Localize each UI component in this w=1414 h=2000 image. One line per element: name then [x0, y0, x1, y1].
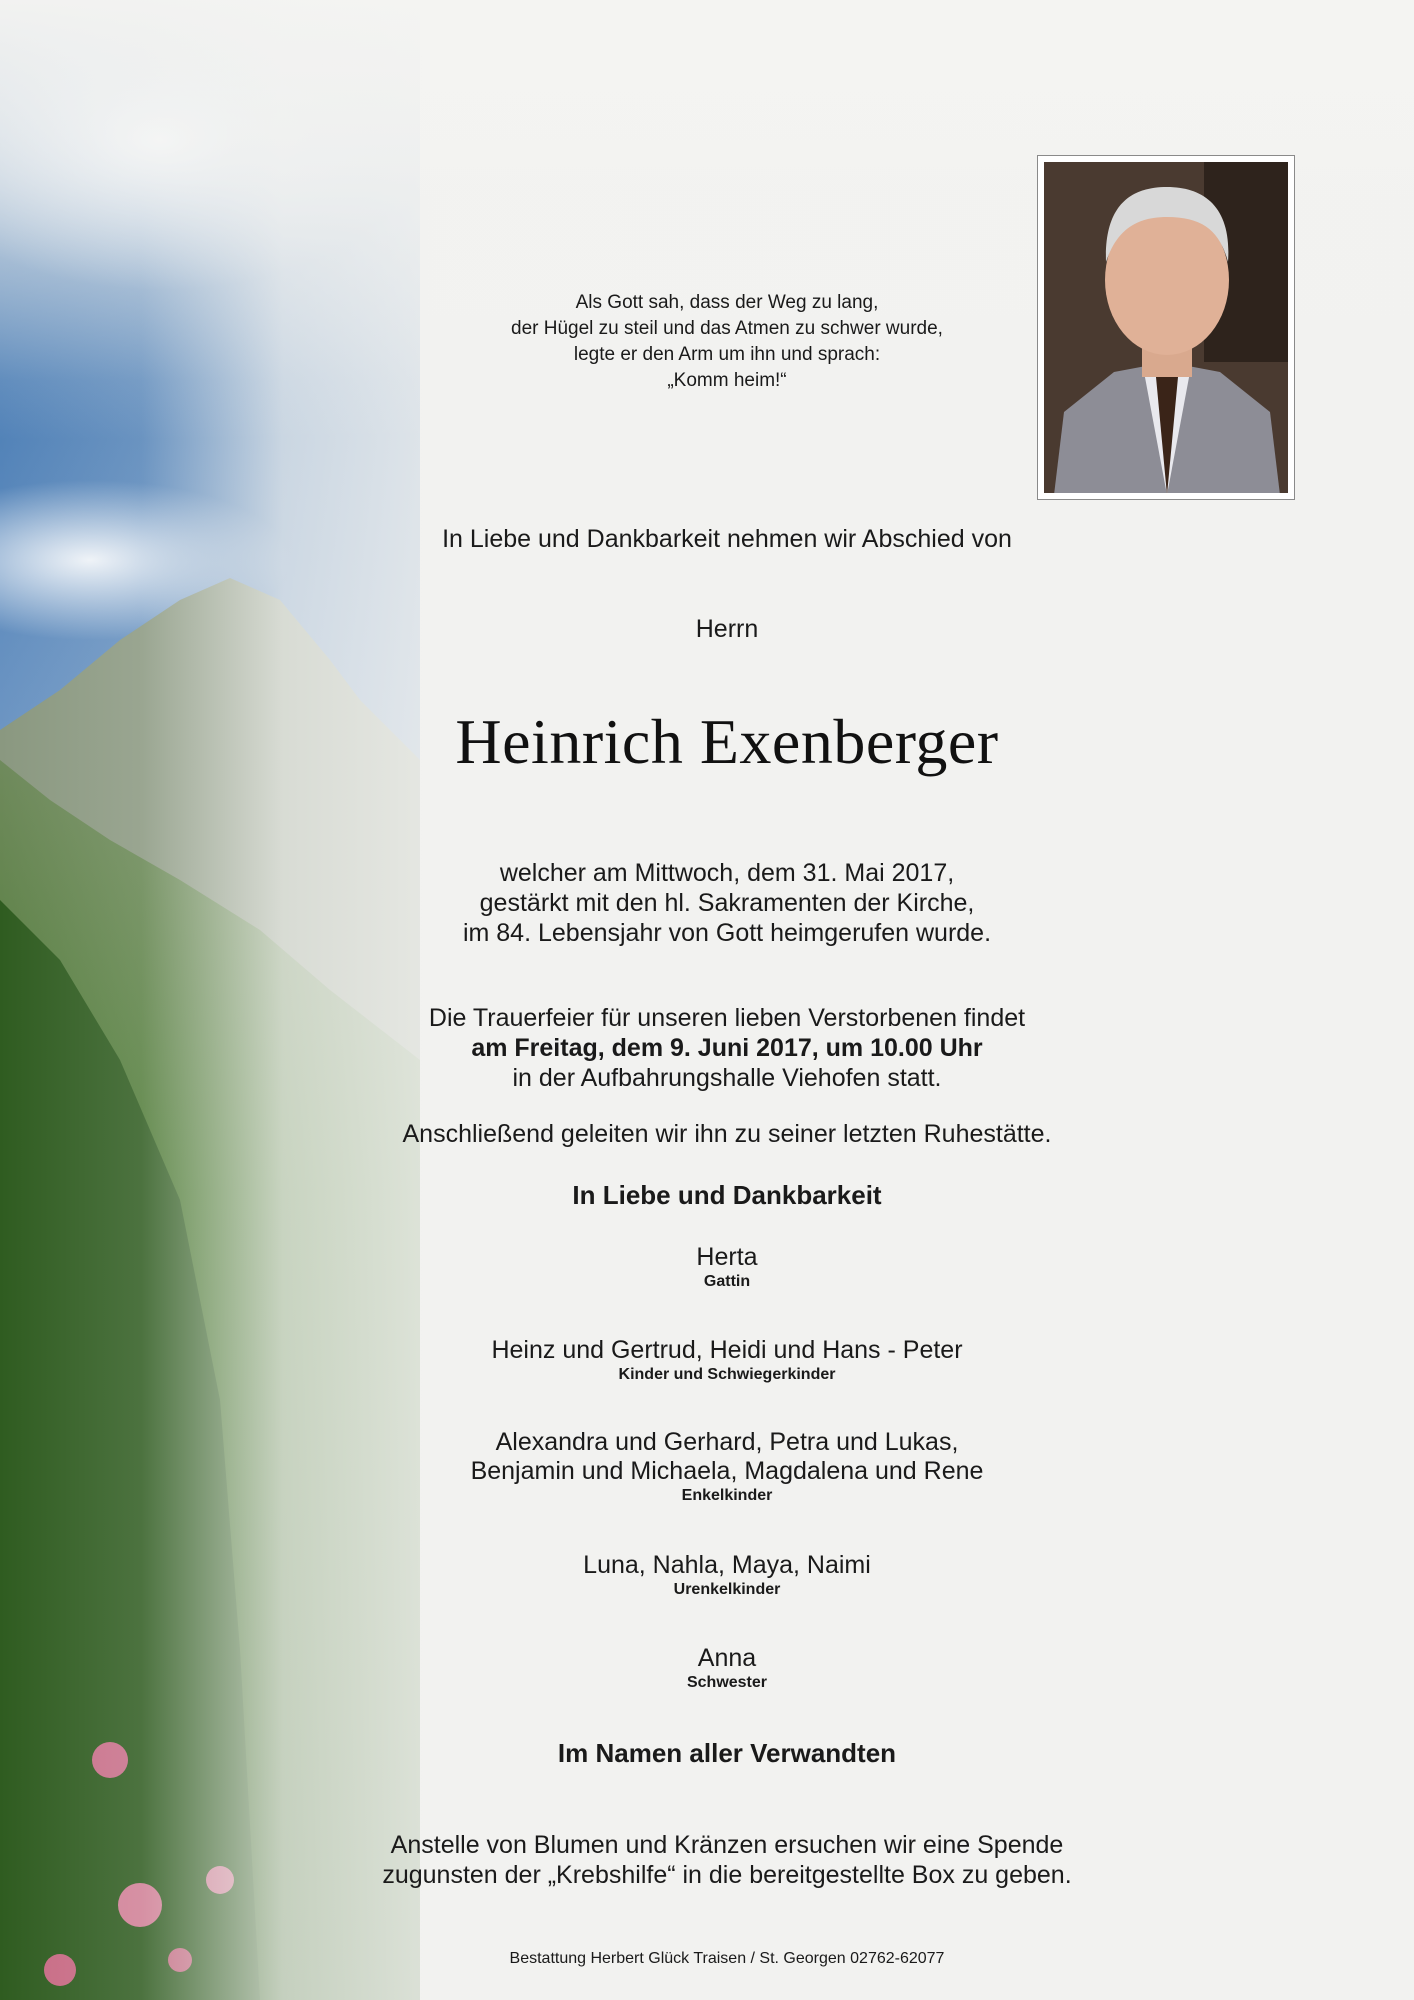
mourner-group: [300, 1428, 1154, 1506]
ceremony-location: in der Aufbahrungshalle Viehofen statt.: [512, 1064, 942, 1092]
mourner-group: [300, 1551, 1154, 1600]
poem-line: „Komm heim!“: [667, 370, 787, 391]
mourners-heading: In Liebe und Dankbarkeit: [572, 1180, 882, 1210]
mourner-relation: Urenkelkinder: [673, 1581, 781, 1598]
mourner-group: [300, 1243, 1154, 1292]
mourner-group: [300, 1644, 1154, 1693]
mourner-names: Benjamin und Michaela, Magdalena und Rene: [470, 1457, 984, 1485]
mourner-names: Alexandra und Gerhard, Petra und Lukas,: [495, 1428, 959, 1456]
poem-line: legte er den Arm um ihn und sprach:: [573, 344, 881, 365]
salutation: Herrn: [695, 615, 759, 643]
poem: [300, 290, 1154, 394]
ceremony-line: Die Trauerfeier für unseren lieben Verstorbenen findet: [428, 1004, 1026, 1032]
donation-line: zugunsten der „Krebshilfe“ in die bereitgestellte Box zu geben.: [382, 1861, 1072, 1889]
funeral-home-footer: Bestattung Herbert Glück Traisen / St. Georgen 02762-62077: [509, 1950, 945, 1967]
mourner-names: Anna: [697, 1644, 757, 1672]
death-notice-line: im 84. Lebensjahr von Gott heimgerufen wurde.: [462, 919, 992, 947]
poem-line: Als Gott sah, dass der Weg zu lang,: [575, 292, 879, 313]
mourner-relation: Kinder und Schwiegerkinder: [618, 1366, 836, 1383]
donation-line: Anstelle von Blumen und Kränzen ersuchen wir eine Spende: [390, 1831, 1064, 1859]
death-notice: [300, 858, 1154, 948]
ceremony-date: am Freitag, dem 9. Juni 2017, um 10.00 Uhr: [471, 1034, 983, 1062]
mourner-names: Luna, Nahla, Maya, Naimi: [583, 1551, 871, 1579]
mourner-relation: Enkelkinder: [681, 1487, 773, 1504]
death-notice-line: welcher am Mittwoch, dem 31. Mai 2017,: [499, 859, 955, 887]
mourner-names: Herta: [696, 1243, 758, 1271]
mourner-relation: Gattin: [703, 1273, 751, 1290]
poem-line: der Hügel zu steil und das Atmen zu schwer wurde,: [511, 318, 943, 339]
deceased-name: Heinrich Exenberger: [455, 706, 999, 777]
donation-request: [300, 1830, 1154, 1890]
mourner-names: Heinz und Gertrud, Heidi und Hans - Peter: [491, 1336, 963, 1364]
mourner-group: [300, 1336, 1154, 1385]
ceremony-notice: [300, 1003, 1154, 1093]
mourner-relation: Schwester: [686, 1674, 768, 1691]
resting-place-notice: Anschließend geleiten wir ihn zu seiner letzten Ruhestätte.: [402, 1120, 1052, 1148]
relatives-heading: Im Namen aller Verwandten: [557, 1738, 897, 1768]
farewell-intro: In Liebe und Dankbarkeit nehmen wir Abschied von: [442, 525, 1012, 553]
death-notice-line: gestärkt mit den hl. Sakramenten der Kirche,: [479, 889, 975, 917]
